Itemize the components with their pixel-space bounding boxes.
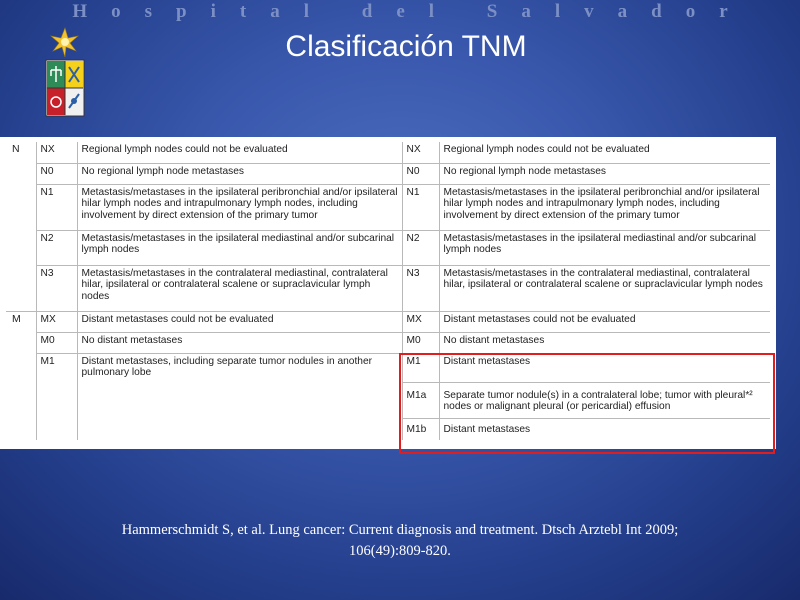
description-cell: No distant metastases — [77, 332, 402, 353]
category-cell — [6, 382, 36, 418]
description-cell: No regional lymph node metastases — [439, 163, 770, 184]
code-cell: M0 — [36, 332, 77, 353]
description-cell: Metastasis/metastases in the contralateral mediastinal, contralateral hilar, ipsilateral or contralateral scalene or supraclavicular lymph nodes — [77, 265, 402, 311]
category-cell — [6, 184, 36, 230]
page-title: Clasificación TNM — [285, 30, 527, 63]
table-row — [6, 230, 770, 265]
category-cell — [6, 332, 36, 353]
category-cell — [6, 418, 36, 440]
code-cell: N2 — [402, 230, 439, 265]
category-cell — [6, 163, 36, 184]
category-label: N — [12, 143, 20, 155]
code-cell: MX — [36, 311, 77, 332]
code-cell: M1a — [402, 382, 439, 418]
code-cell: NX — [36, 142, 77, 163]
table-row — [6, 265, 770, 311]
code-cell: M1 — [36, 353, 77, 382]
description-cell: Metastasis/metastases in the ipsilateral mediastinal and/or subcarinal lymph nodes — [439, 230, 770, 265]
citation-line: 106(49):809-820. — [349, 543, 451, 559]
code-cell: M1 — [402, 353, 439, 382]
code-cell: N0 — [402, 163, 439, 184]
description-cell: Distant metastases could not be evaluated — [77, 311, 402, 332]
description-cell: Distant metastases — [439, 418, 770, 440]
description-cell: Regional lymph nodes could not be evaluated — [77, 142, 402, 163]
code-cell: MX — [402, 311, 439, 332]
citation — [0, 520, 800, 562]
description-cell: No distant metastases — [439, 332, 770, 353]
code-cell — [36, 382, 77, 418]
description-cell: Metastasis/metastases in the ipsilateral peribronchial and/or ipsilateral hilar lymph nodes and intrapulmonary lymph nodes, including involvement by direct extension of the primary tumor — [77, 184, 402, 230]
description-cell — [77, 418, 402, 440]
table-row — [6, 311, 770, 332]
description-cell: Metastasis/metastases in the ipsilateral peribronchial and/or ipsilateral hilar lymph nodes and intrapulmonary lymph nodes, including involvement by direct extension of the primary tumor — [439, 184, 770, 230]
category-cell — [6, 230, 36, 265]
description-cell: Metastasis/metastases in the ipsilateral mediastinal and/or subcarinal lymph nodes — [77, 230, 402, 265]
table-row — [6, 163, 770, 184]
hospital-name-banner: Hospital del Salvador — [72, 1, 752, 22]
description-cell: No regional lymph node metastases — [77, 163, 402, 184]
description-cell: Distant metastases could not be evaluated — [439, 311, 770, 332]
citation-line: Hammerschmidt S, et al. Lung cancer: Current diagnosis and treatment. Dtsch Arztebl Int 2009; — [121, 522, 679, 538]
description-cell: Regional lymph nodes could not be evaluated — [439, 142, 770, 163]
code-cell: N1 — [36, 184, 77, 230]
code-cell: M1b — [402, 418, 439, 440]
category-cell — [6, 265, 36, 311]
code-cell: NX — [402, 142, 439, 163]
description-cell: Distant metastases, including separate tumor nodules in another pulmonary lobe — [77, 353, 402, 382]
code-cell: N0 — [36, 163, 77, 184]
code-cell: N2 — [36, 230, 77, 265]
code-cell: N3 — [402, 265, 439, 311]
description-cell: Separate tumor nodule(s) in a contralateral lobe; tumor with pleural*² nodes or malignant pleural (or pericardial) effusion — [439, 382, 770, 418]
description-cell: Distant metastases — [439, 353, 770, 382]
code-cell: N3 — [36, 265, 77, 311]
code-cell: N1 — [402, 184, 439, 230]
table-row — [6, 142, 770, 163]
category-label: M — [12, 312, 21, 325]
description-cell — [77, 382, 402, 418]
table-row — [6, 184, 770, 230]
m1-highlight-box — [399, 353, 775, 454]
category-cell — [6, 353, 36, 382]
code-cell — [36, 418, 77, 440]
description-cell: Metastasis/metastases in the contralateral mediastinal, contralateral hilar, ipsilateral or contralateral scalene or supraclavicular lymph nodes — [439, 265, 770, 311]
code-cell: M0 — [402, 332, 439, 353]
table-row — [6, 332, 770, 353]
